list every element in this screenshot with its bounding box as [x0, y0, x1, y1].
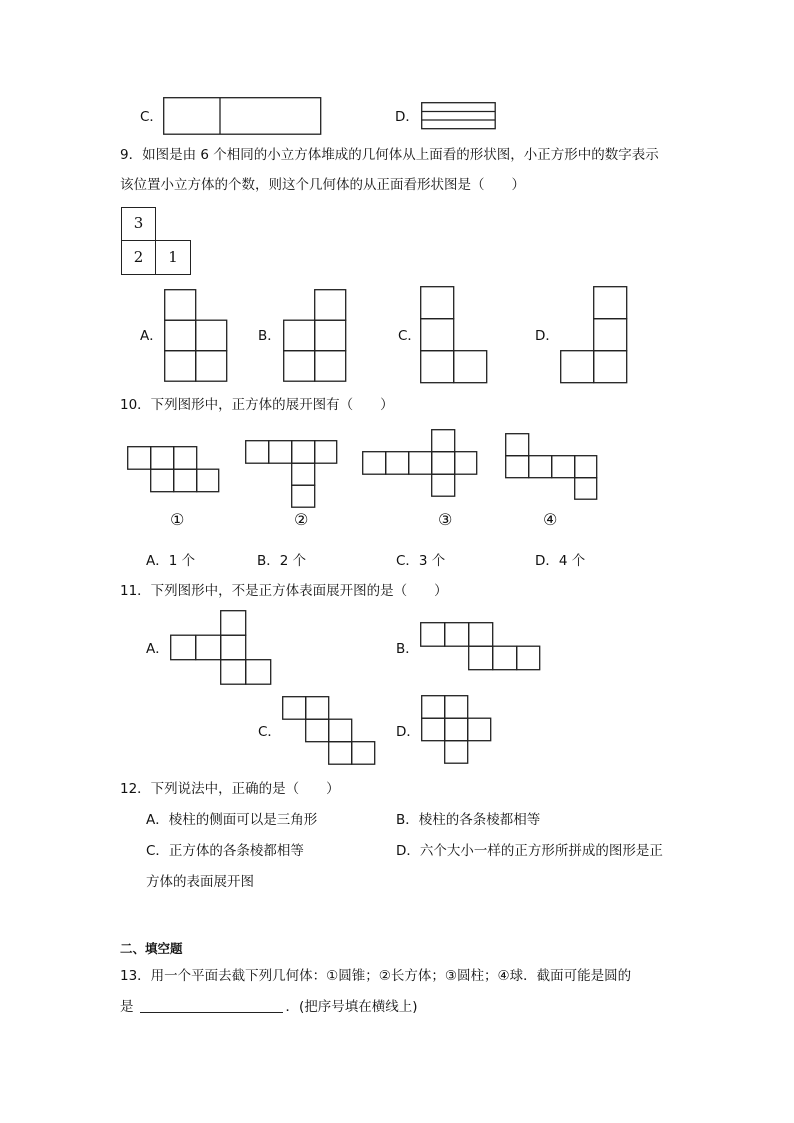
q11-option-c-figure — [282, 696, 377, 765]
q10-figure-label-1: ① — [170, 510, 185, 529]
q11-option-d-label: D． — [396, 724, 420, 740]
rect-outline — [422, 103, 496, 129]
q12-text: 12．下列说法中，正确的是（ ） — [120, 781, 340, 797]
q10-figure-label-2: ② — [294, 510, 309, 529]
q9-option-b-figure — [283, 289, 347, 382]
q13-text-line1: 13．用一个平面去截下列几何体：①圆锥；②长方体；③圆柱；④球．截面可能是圆的 — [120, 968, 632, 984]
q12-option-a: A．棱柱的侧面可以是三角形 — [146, 812, 318, 828]
q8-option-d-figure — [421, 102, 497, 130]
q10-option-a: A．1 个 — [146, 553, 196, 569]
q10-option-d: D．4 个 — [535, 553, 586, 569]
q9-option-d-figure — [560, 286, 628, 384]
q11-option-a-label: A． — [146, 641, 169, 657]
q12-option-d-line1: D．六个大小一样的正方形所拼成的图形是正 — [396, 843, 663, 859]
q8-option-c-figure — [163, 97, 323, 135]
rect-outline — [164, 98, 321, 135]
q11-option-b-label: B． — [396, 641, 419, 657]
q13-prefix: 是 — [120, 999, 134, 1015]
q12-option-b: B．棱柱的各条棱都相等 — [396, 812, 541, 828]
q10-option-b: B．2 个 — [257, 553, 307, 569]
q9-option-c-label: C． — [398, 328, 421, 344]
q9-text-line2: 该位置小立方体的个数，则这个几何体的从正面看形状图是（ ） — [120, 177, 525, 193]
q10-net-3 — [362, 429, 478, 497]
top-view-number-2: 2 — [133, 248, 144, 266]
q12-option-c: C．正方体的各条棱都相等 — [146, 843, 304, 859]
q9-text-line1: 9．如图是由 6 个相同的小立方体堆成的几何体从上面看的形状图，小正方形中的数字表示 — [120, 147, 659, 163]
q9-option-c-figure — [420, 286, 488, 384]
q11-option-c-label: C． — [258, 724, 281, 740]
top-view-number-1: 1 — [168, 248, 178, 266]
q8-option-d-label: D． — [395, 109, 419, 125]
q10-text: 10．下列图形中，正方体的展开图有（ ） — [120, 397, 394, 413]
top-view-number-3: 3 — [133, 214, 144, 232]
q10-figure-label-3: ③ — [438, 510, 453, 529]
q9-option-b-label: B． — [258, 328, 281, 344]
q9-option-d-label: D． — [535, 328, 559, 344]
q12-option-d-line2: 方体的表面展开图 — [146, 874, 254, 890]
q11-text: 11．下列图形中，不是正方体表面展开图的是（ ） — [120, 583, 448, 599]
q9-option-a-label: A． — [140, 328, 163, 344]
answer-blank[interactable] — [140, 998, 283, 1013]
q11-option-b-figure — [420, 622, 541, 671]
q11-option-a-figure — [170, 610, 272, 685]
q10-net-2 — [245, 440, 338, 508]
section-title: 二、填空题 — [120, 941, 183, 956]
q8-option-c-label: C． — [140, 109, 163, 125]
q10-figure-label-4: ④ — [543, 510, 558, 529]
q13-suffix: ．(把序号填在横线上) — [285, 999, 418, 1015]
q10-option-c: C．3 个 — [396, 553, 446, 569]
q9-option-a-figure — [164, 289, 228, 382]
q10-net-1 — [127, 446, 220, 493]
q11-option-d-figure — [421, 695, 492, 765]
q10-net-4 — [505, 433, 598, 500]
q13-text-line2 — [120, 998, 418, 1016]
